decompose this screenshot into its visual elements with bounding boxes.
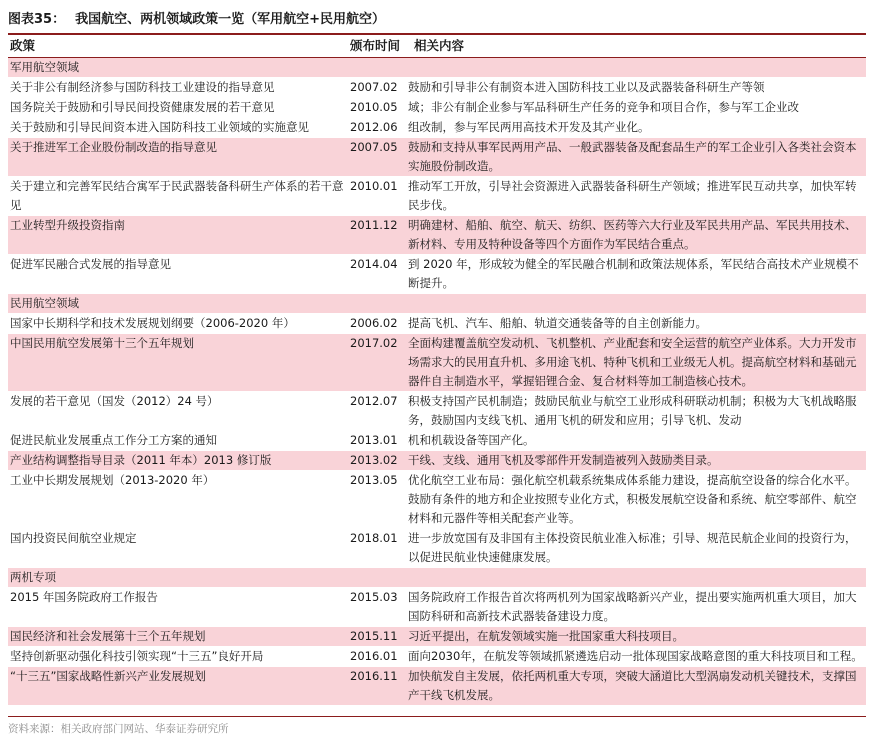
content-cell <box>406 294 866 314</box>
table-row <box>8 471 866 529</box>
date-cell: 2007.05 <box>348 138 406 177</box>
section-label: 两机专项 <box>8 568 348 588</box>
section-row <box>8 568 866 588</box>
header-content: 相关内容 <box>414 38 465 53</box>
content-cell: 鼓励和引导非公有制资本进入国防科技工业以及武器装备科研生产等领 <box>406 78 866 98</box>
policy-cell: 国务院关于鼓励和引导民间投资健康发展的若干意见 <box>8 98 348 118</box>
policy-table <box>8 58 866 705</box>
figure-title <box>8 8 385 28</box>
content-cell: 干线、支线、通用飞机及零部件开发制造被列入鼓励类目录。 <box>406 451 866 471</box>
policy-cell: 坚持创新驱动强化科技引领实现“十三五”良好开局 <box>8 647 348 667</box>
table-row <box>8 647 866 667</box>
policy-cell: 国家中长期科学和技术发展规划纲要（2006-2020 年） <box>8 314 348 334</box>
header-policy: 政策 <box>10 38 36 53</box>
date-cell <box>348 568 406 588</box>
content-cell: 国务院政府工作报告首次将两机列为国家战略新兴产业，提出要实施两机重大项目，加大国防科研和高新技术武器装备建设力度。 <box>406 588 866 627</box>
date-cell: 2007.02 <box>348 78 406 98</box>
content-cell: 习近平提出，在航发领域实施一批国家重大科技项目。 <box>406 627 866 647</box>
table-row <box>8 98 866 118</box>
content-cell: 优化航空工业布局：强化航空机载系统集成体系能力建设，提高航空设备的综合化水平。鼓励有条件的地方和企业按照专业化方式，积极发展航空设备和系统、航空零部件、航空材料和元器件等相关配套产业等。 <box>406 471 866 529</box>
date-cell <box>348 294 406 314</box>
policy-cell: 产业结构调整指导目录（2011 年本）2013 修订版 <box>8 451 348 471</box>
section-row <box>8 294 866 314</box>
content-cell: 组改制，参与军民两用高技术开发及其产业化。 <box>406 118 866 138</box>
content-cell: 全面构建覆盖航空发动机、飞机整机、产业配套和安全运营的航空产业体系。大力开发市场需求大的民用直升机、多用途飞机、特种飞机和工业级无人机。提高航空材料和基础元器件自主制造水平，掌握铝锂合金、复合材料等加工制造核心技术。 <box>406 334 866 392</box>
content-cell: 提高飞机、汽车、船舶、轨道交通装备等的自主创新能力。 <box>406 314 866 334</box>
date-cell: 2011.12 <box>348 216 406 255</box>
table-row <box>8 177 866 216</box>
content-cell: 积极支持国产民机制造；鼓励民航业与航空工业形成科研联动机制；积极为大飞机战略服务，鼓励国内支线飞机、通用飞机的研发和应用；引导飞机、发动 <box>406 392 866 431</box>
date-cell: 2013.02 <box>348 451 406 471</box>
policy-cell: 关于推进军工企业股份制改造的指导意见 <box>8 138 348 177</box>
date-cell: 2016.11 <box>348 667 406 706</box>
bottom-rule <box>8 716 866 717</box>
content-cell: 鼓励和支持从事军民两用产品、一般武器装备及配套品生产的军工企业引入各类社会资本实施股份制改造。 <box>406 138 866 177</box>
table-row <box>8 529 866 568</box>
content-cell: 到 2020 年，形成较为健全的军民融合机制和政策法规体系，军民结合高技术产业规模不断提升。 <box>406 255 866 294</box>
policy-cell: 国内投资民间航空业规定 <box>8 529 348 568</box>
policy-cell: 发展的若干意见（国发（2012）24 号） <box>8 392 348 431</box>
section-label: 民用航空领域 <box>8 294 348 314</box>
date-cell: 2015.03 <box>348 588 406 627</box>
policy-cell: 2015 年国务院政府工作报告 <box>8 588 348 627</box>
date-cell: 2006.02 <box>348 314 406 334</box>
policy-cell: 中国民用航空发展第十三个五年规划 <box>8 334 348 392</box>
figure-number: 图表35： <box>8 12 66 27</box>
date-cell: 2016.01 <box>348 647 406 667</box>
table-row <box>8 334 866 392</box>
header-date: 颁布时间 <box>350 38 401 53</box>
policy-cell: 关于鼓励和引导民间资本进入国防科技工业领域的实施意见 <box>8 118 348 138</box>
date-cell: 2018.01 <box>348 529 406 568</box>
content-cell <box>406 58 866 78</box>
content-cell: 推动军工开放，引导社会资源进入武器装备科研生产领域；推进军民互动共享，加快军转民步伐。 <box>406 177 866 216</box>
table-header <box>8 35 866 57</box>
table-row <box>8 314 866 334</box>
content-cell: 域；非公有制企业参与军品科研生产任务的竞争和项目合作，参与军工企业改 <box>406 98 866 118</box>
table-row <box>8 431 866 451</box>
content-cell: 机和机载设备等国产化。 <box>406 431 866 451</box>
table-row <box>8 627 866 647</box>
policy-cell: 促进民航业发展重点工作分工方案的通知 <box>8 431 348 451</box>
table-row <box>8 588 866 627</box>
table-row <box>8 78 866 98</box>
content-cell: 加快航发自主发展，依托两机重大专项，突破大涵道比大型涡扇发动机关键技术，支撑国产干线飞机发展。 <box>406 667 866 706</box>
table-row <box>8 216 866 255</box>
date-cell: 2012.07 <box>348 392 406 431</box>
policy-cell: 工业中长期发展规划（2013-2020 年） <box>8 471 348 529</box>
date-cell <box>348 58 406 78</box>
content-cell: 面向2030年，在航发等领域抓紧遴选启动一批体现国家战略意图的重大科技项目和工程。 <box>406 647 866 667</box>
section-label: 军用航空领域 <box>8 58 348 78</box>
date-cell: 2010.01 <box>348 177 406 216</box>
content-cell: 明确建材、船舶、航空、航天、纺织、医药等六大行业及军民共用产品、军民共用技术、新材料、专用及特种设备等四个方面作为军民结合重点。 <box>406 216 866 255</box>
table-row <box>8 138 866 177</box>
source-note: 资料来源：相关政府部门网站、华泰证券研究所 <box>8 723 229 735</box>
content-cell: 进一步放宽国有及非国有主体投资民航业准入标准；引导、规范民航企业间的投资行为，以促进民航业快速健康发展。 <box>406 529 866 568</box>
date-cell: 2017.02 <box>348 334 406 392</box>
content-cell <box>406 568 866 588</box>
date-cell: 2013.01 <box>348 431 406 451</box>
policy-cell: 国民经济和社会发展第十三个五年规划 <box>8 627 348 647</box>
table-row <box>8 667 866 706</box>
policy-cell: 工业转型升级投资指南 <box>8 216 348 255</box>
section-row <box>8 58 866 78</box>
date-cell: 2015.11 <box>348 627 406 647</box>
date-cell: 2012.06 <box>348 118 406 138</box>
policy-table-body <box>8 58 866 705</box>
figure-title-text: 我国航空、两机领域政策一览（军用航空+民用航空） <box>75 12 385 27</box>
policy-cell: 关于建立和完善军民结合寓军于民武器装备科研生产体系的若干意见 <box>8 177 348 216</box>
table-row <box>8 118 866 138</box>
policy-cell: “十三五”国家战略性新兴产业发展规划 <box>8 667 348 706</box>
date-cell: 2013.05 <box>348 471 406 529</box>
policy-cell: 促进军民融合式发展的指导意见 <box>8 255 348 294</box>
table-row <box>8 255 866 294</box>
policy-cell: 关于非公有制经济参与国防科技工业建设的指导意见 <box>8 78 348 98</box>
date-cell: 2014.04 <box>348 255 406 294</box>
table-row <box>8 392 866 431</box>
table-row <box>8 451 866 471</box>
date-cell: 2010.05 <box>348 98 406 118</box>
